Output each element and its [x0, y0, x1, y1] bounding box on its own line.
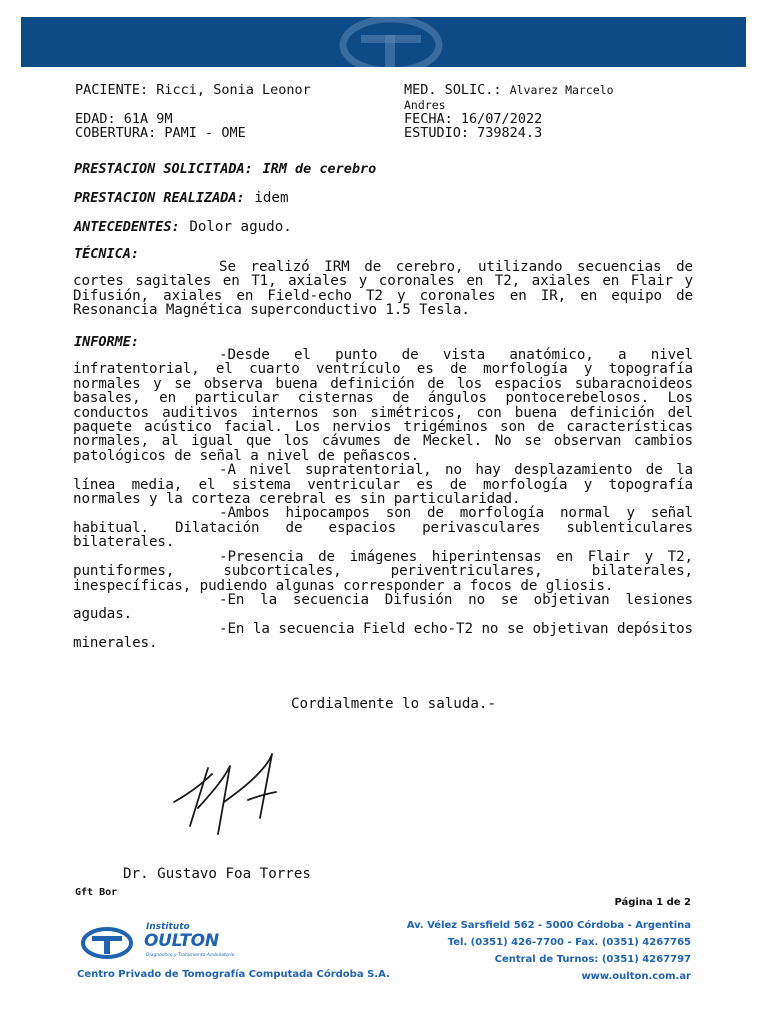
- report-paragraph-3: -Ambos hipocampos son de morfología normal y señal habitual. Dilatación de espacios perivasculares sublenticulares bilaterales.: [73, 505, 693, 551]
- date-value: 16/07/2022: [460, 111, 543, 127]
- logo-name: OULTON: [144, 931, 219, 951]
- footer-appointments: Central de Turnos: (0351) 4267797: [494, 954, 691, 965]
- logo-top-text: Instituto: [146, 922, 190, 932]
- banner-logo-watermark-icon: [21, 17, 746, 67]
- performed-value: idem: [254, 190, 289, 206]
- technique-label: TÉCNICA:: [74, 246, 140, 262]
- age-label: EDAD:: [75, 111, 116, 127]
- coverage-value: PAMI - OME: [164, 125, 246, 141]
- requested-service: [74, 158, 376, 177]
- report-paragraph-6: -En la secuencia Field echo-T2 no se objetivan depósitos minerales.: [73, 620, 693, 652]
- footer-website-link[interactable]: www.oulton.com.ar: [581, 971, 691, 982]
- date-label: FECHA:: [404, 111, 453, 127]
- closing-salutation: Cordialmente lo saluda.-: [291, 696, 496, 712]
- footer-address: Av. Vélez Sarsfield 562 - 5000 Córdoba - Argentina: [406, 920, 691, 931]
- report-paragraph-1: -Desde el punto de vista anatómico, a nivel infratentorial, el cuarto ventrículo es de morfología y topografía normales y se observa buena definición de los espacios subaracnoideos basales, en particular cisternas de ángulos pontocerebelosos. Los conductos auditivos internos son simétricos, con buena definición del paquete acústico facial. Los nervios trigéminos son de características normales, al igual que los cávumes de Meckel. No se observan cambios patológicos de señal a nivel de peñascos.: [73, 347, 693, 464]
- report-paragraph-5: -En la secuencia Difusión no se objetivan lesiones agudas.: [73, 591, 693, 623]
- med-value-line2: Andres: [404, 98, 446, 112]
- footer-company: Centro Privado de Tomografía Computada Córdoba S.A.: [77, 969, 390, 980]
- coverage-field: [75, 125, 246, 141]
- report-paragraph-4: -Presencia de imágenes hiperintensas en Flair y T2, puntiformes, subcorticales, periventriculares, bilaterales, inespecíficas, pudiendo algunas corresponder a focos de gliosis.: [73, 548, 693, 594]
- patient-field: [75, 82, 311, 98]
- report-text-block: [73, 348, 693, 651]
- signature-scribble-icon: [168, 748, 288, 848]
- history-label: ANTECEDENTES:: [74, 219, 180, 235]
- history-value: Dolor agudo.: [189, 219, 292, 235]
- report-paragraph-2: -A nivel supratentorial, no hay desplazamiento de la línea media, el sistema ventricular es de morfología y topografía normales y la corteza cerebral es sin particularidad.: [73, 462, 693, 508]
- oulton-logo-icon: [80, 926, 136, 960]
- header-banner: [21, 17, 746, 67]
- technique-text: Se realizó IRM de cerebro, utilizando secuencias de cortes sagitales en T1, axiales y coronales en T2, axiales en Flair y Difusión, axiales en Field-echo T2 y coronales en IR, en equipo de Resonancia Magnética superconductivo 1.5 Tesla.: [73, 259, 693, 319]
- requesting-doctor-field: [404, 82, 614, 98]
- report-label: INFORME:: [74, 334, 140, 350]
- page-number: Página 1 de 2: [614, 897, 691, 908]
- med-value-line1: Alvarez Marcelo: [509, 83, 614, 97]
- performed-label: PRESTACION REALIZADA:: [74, 190, 245, 206]
- study-field: [404, 125, 542, 141]
- coverage-label: COBERTURA:: [75, 125, 157, 141]
- med-label: MED. SOLIC.:: [404, 82, 502, 98]
- performed-service: [74, 187, 289, 206]
- requested-value: IRM de cerebro: [262, 161, 377, 177]
- study-value: 739824.3: [477, 125, 543, 141]
- footer-phone: Tel. (0351) 426-7700 - Fax. (0351) 4267765: [447, 937, 691, 948]
- oulton-logo: [80, 920, 240, 965]
- age-value: 61A 9M: [123, 111, 173, 127]
- technique-text-block: [73, 260, 693, 318]
- patient-label: PACIENTE:: [75, 82, 149, 98]
- history: [74, 216, 292, 235]
- study-label: ESTUDIO:: [404, 125, 470, 141]
- requested-label: PRESTACION SOLICITADA:: [74, 161, 253, 177]
- doctor-name: Dr. Gustavo Foa Torres: [123, 866, 311, 882]
- patient-value: Ricci, Sonia Leonor: [156, 82, 311, 98]
- logo-tagline: Diagnóstico y Tratamiento Ambulatorio: [146, 953, 235, 958]
- typist-initials: Gft Bor: [75, 887, 118, 898]
